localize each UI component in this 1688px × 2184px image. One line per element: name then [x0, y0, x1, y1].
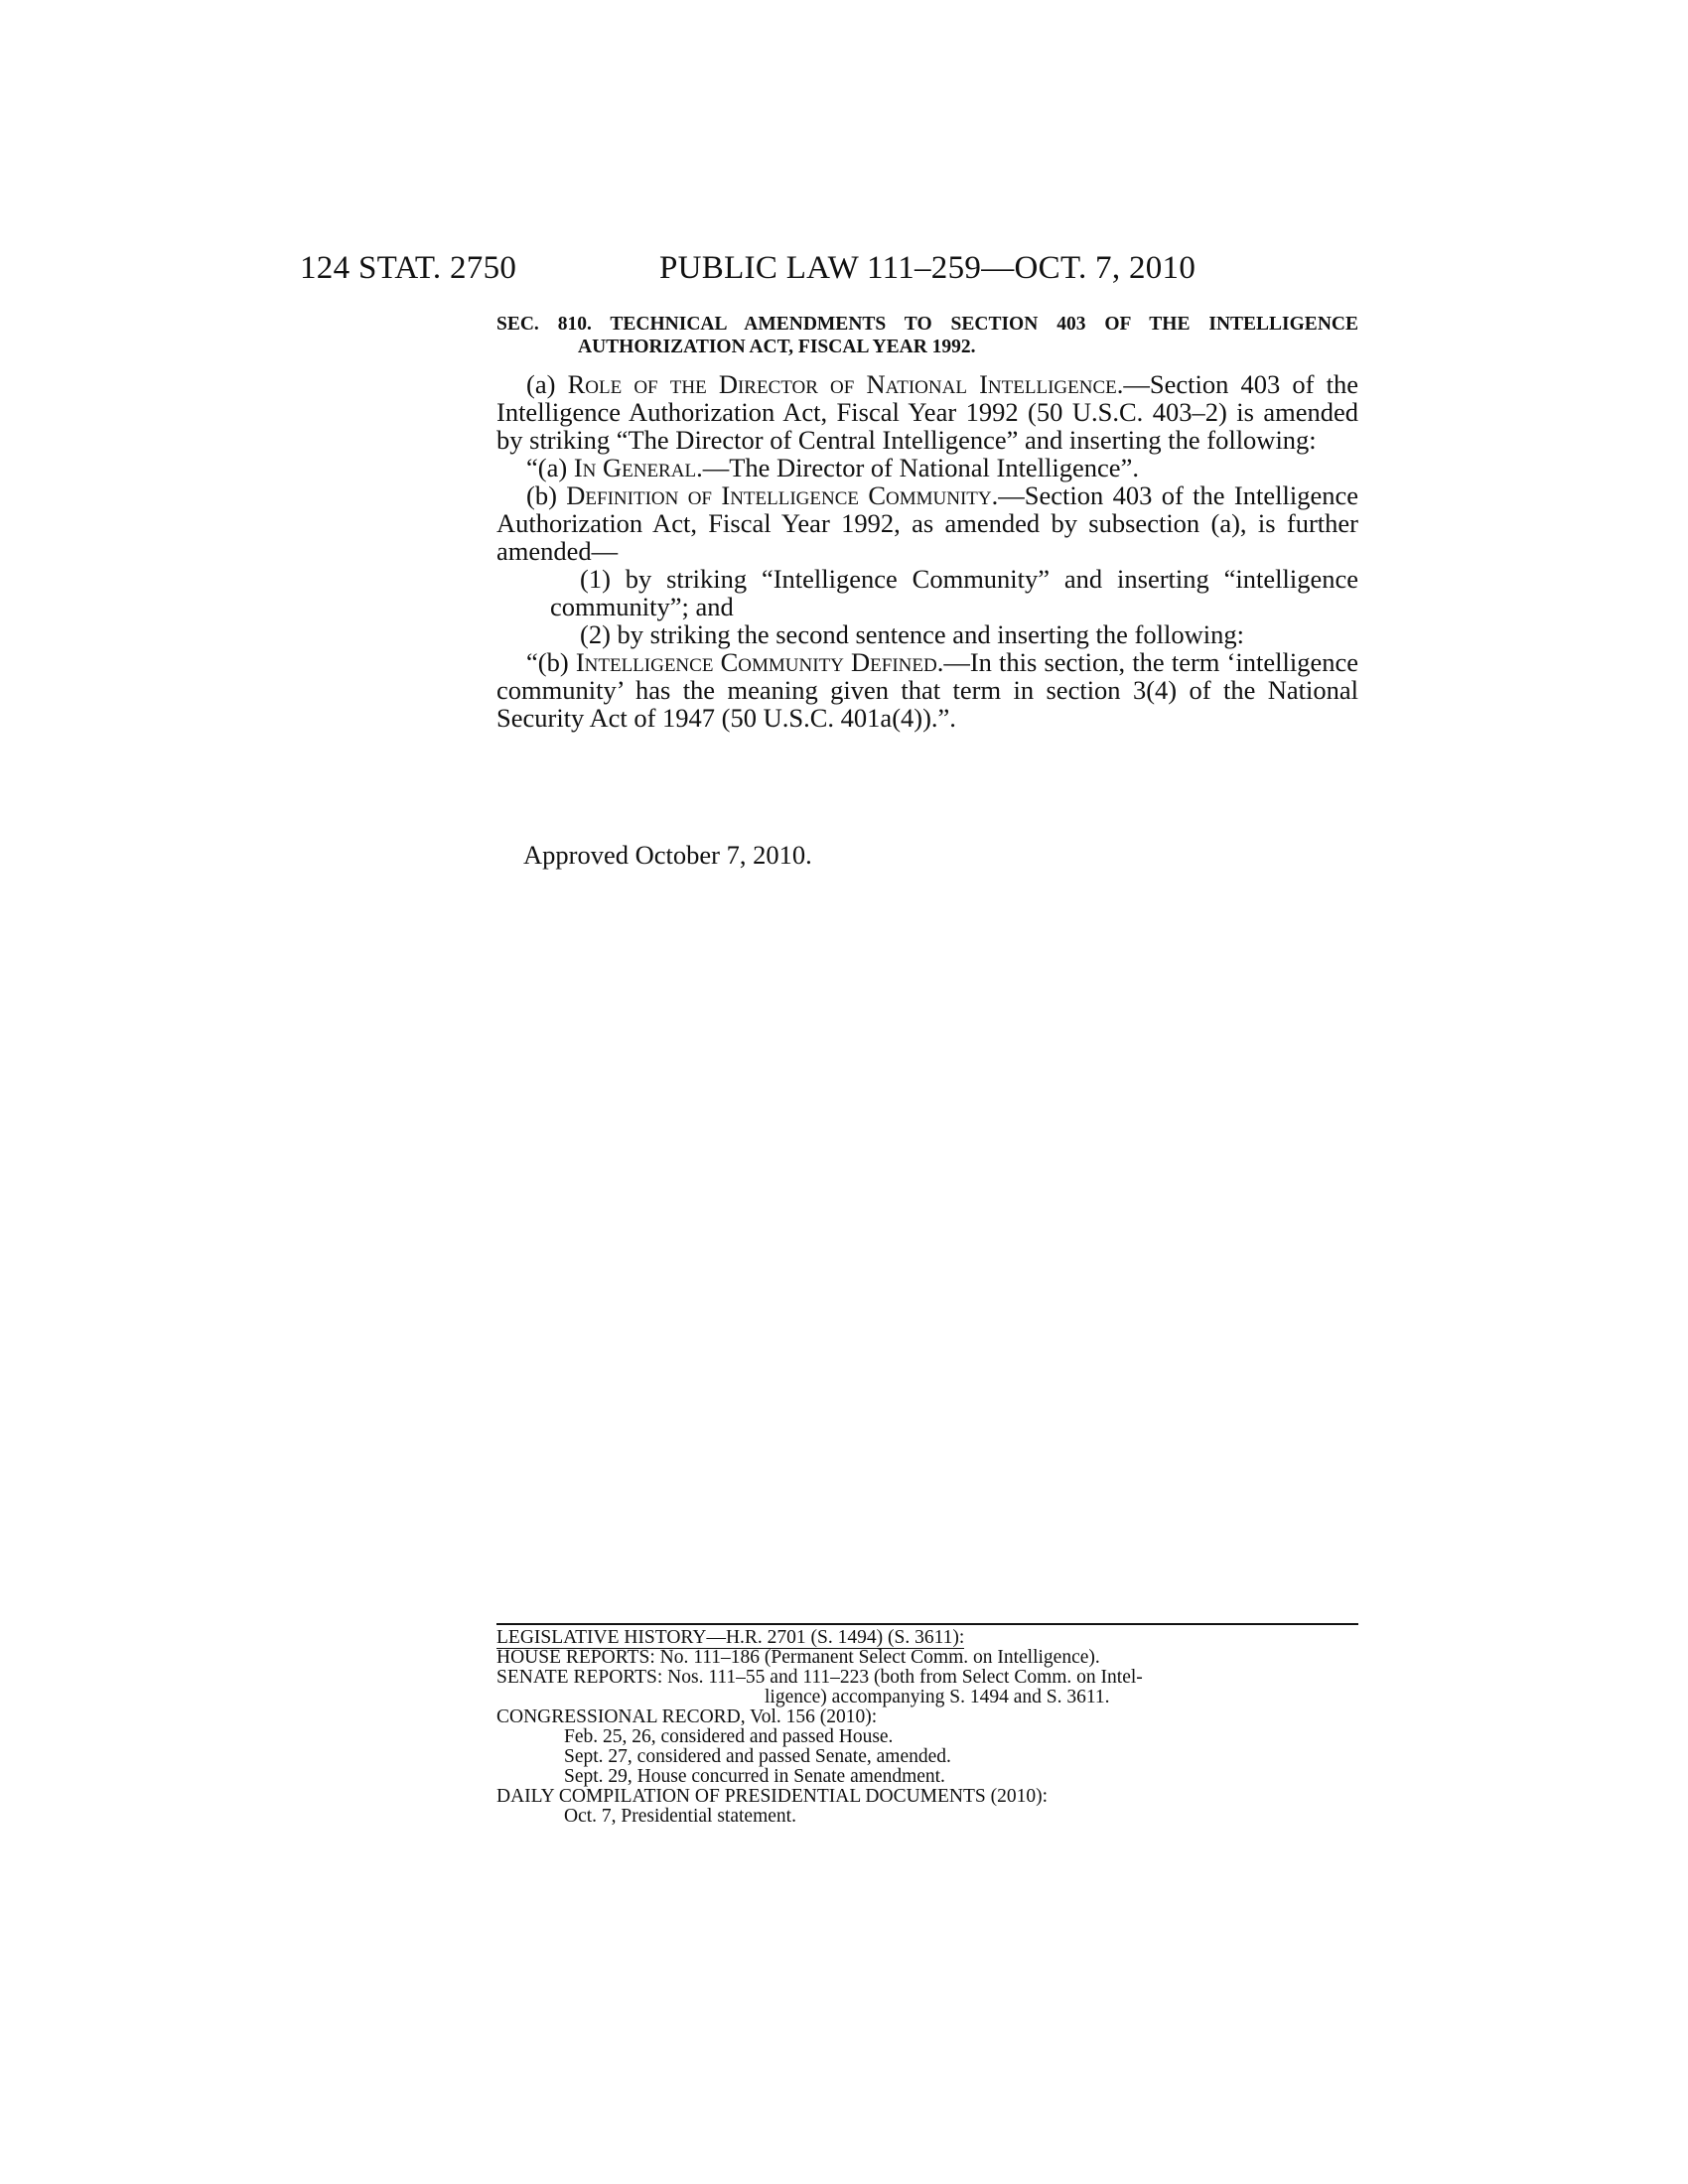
paragraph-1: (1) by striking “Intelligence Community” and inserting “intelligence community”; and: [550, 564, 1358, 621]
legislative-history-bills: —H.R. 2701 (S. 1494) (S. 3611):: [706, 1627, 965, 1648]
legislative-history: [496, 1628, 1358, 1827]
subsection-b: [496, 481, 1358, 565]
approval-date: Approved October 7, 2010.: [523, 840, 812, 870]
section-heading: SEC. 810. TECHNICAL AMENDMENTS TO SECTION 403 OF THE INTELLIGENCE AUTHORIZATION ACT, FISCAL YEAR 1992.: [496, 314, 1358, 357]
paragraph-2: (2) by striking the second sentence and inserting the following:: [580, 619, 1244, 649]
subsection-b-quote-label: “(b): [526, 647, 576, 677]
legislative-history-label: LEGISLATIVE HISTORY: [496, 1627, 707, 1648]
footnote-divider: [496, 1623, 1358, 1625]
subsection-a-label: (a): [526, 369, 568, 399]
subsection-a-text: .—Section 403 of the Intelligence Authorization Act, Fiscal Year 1992 (50 U.S.C. 403–2) is amended by striking “The Director of Central Intelligence” and inserting the following:: [496, 369, 1358, 455]
senate-reports-continued: ligence) accompanying S. 1494 and S. 3611.: [765, 1687, 1110, 1707]
stat-reference: 124 STAT. 2750: [300, 250, 517, 286]
subsection-b-quote: [496, 648, 1358, 732]
subsection-a-quote-label: “(a): [526, 453, 574, 482]
subsection-a-quote-caption: In General: [573, 453, 697, 482]
senate-reports: SENATE REPORTS: Nos. 111–55 and 111–223 (both from Select Comm. on Intel-: [496, 1667, 1143, 1688]
compilation-entry: Oct. 7, Presidential statement.: [564, 1806, 796, 1827]
record-entry: Sept. 29, House concurred in Senate amendment.: [564, 1766, 945, 1787]
daily-compilation: DAILY COMPILATION OF PRESIDENTIAL DOCUMENTS (2010):: [496, 1786, 1049, 1807]
legislative-history-title: [496, 1628, 1358, 1648]
subsection-a-caption: Role of the Director of National Intelligence: [567, 369, 1117, 399]
record-entry: Feb. 25, 26, considered and passed House.: [564, 1726, 894, 1747]
law-title: PUBLIC LAW 111–259—OCT. 7, 2010: [659, 250, 1196, 286]
subsection-a: [496, 370, 1358, 454]
subsection-a-quote-text: .—The Director of National Intelligence”.: [696, 453, 1139, 482]
section-810: [496, 313, 1358, 732]
house-reports: HOUSE REPORTS: No. 111–186 (Permanent Select Comm. on Intelligence).: [496, 1647, 1100, 1668]
subsection-b-quote-text: .—In this section, the term ‘intelligence community’ has the meaning given that term in section 3(4) of the National Security Act of 1947 (50 U.S.C. 401a(4)).”.: [496, 647, 1358, 733]
subsection-b-label: (b): [526, 480, 567, 510]
subsection-b-text: .—Section 403 of the Intelligence Authorization Act, Fiscal Year 1992, as amended by subsection (a), is further amended—: [496, 480, 1358, 566]
subsection-b-caption: Definition of Intelligence Community: [566, 480, 992, 510]
congressional-record: CONGRESSIONAL RECORD, Vol. 156 (2010):: [496, 1706, 878, 1727]
subsection-a-quote: [496, 454, 1358, 481]
subsection-b-quote-caption: Intelligence Community Defined: [575, 647, 937, 677]
record-entry: Sept. 27, considered and passed Senate, amended.: [564, 1746, 951, 1767]
